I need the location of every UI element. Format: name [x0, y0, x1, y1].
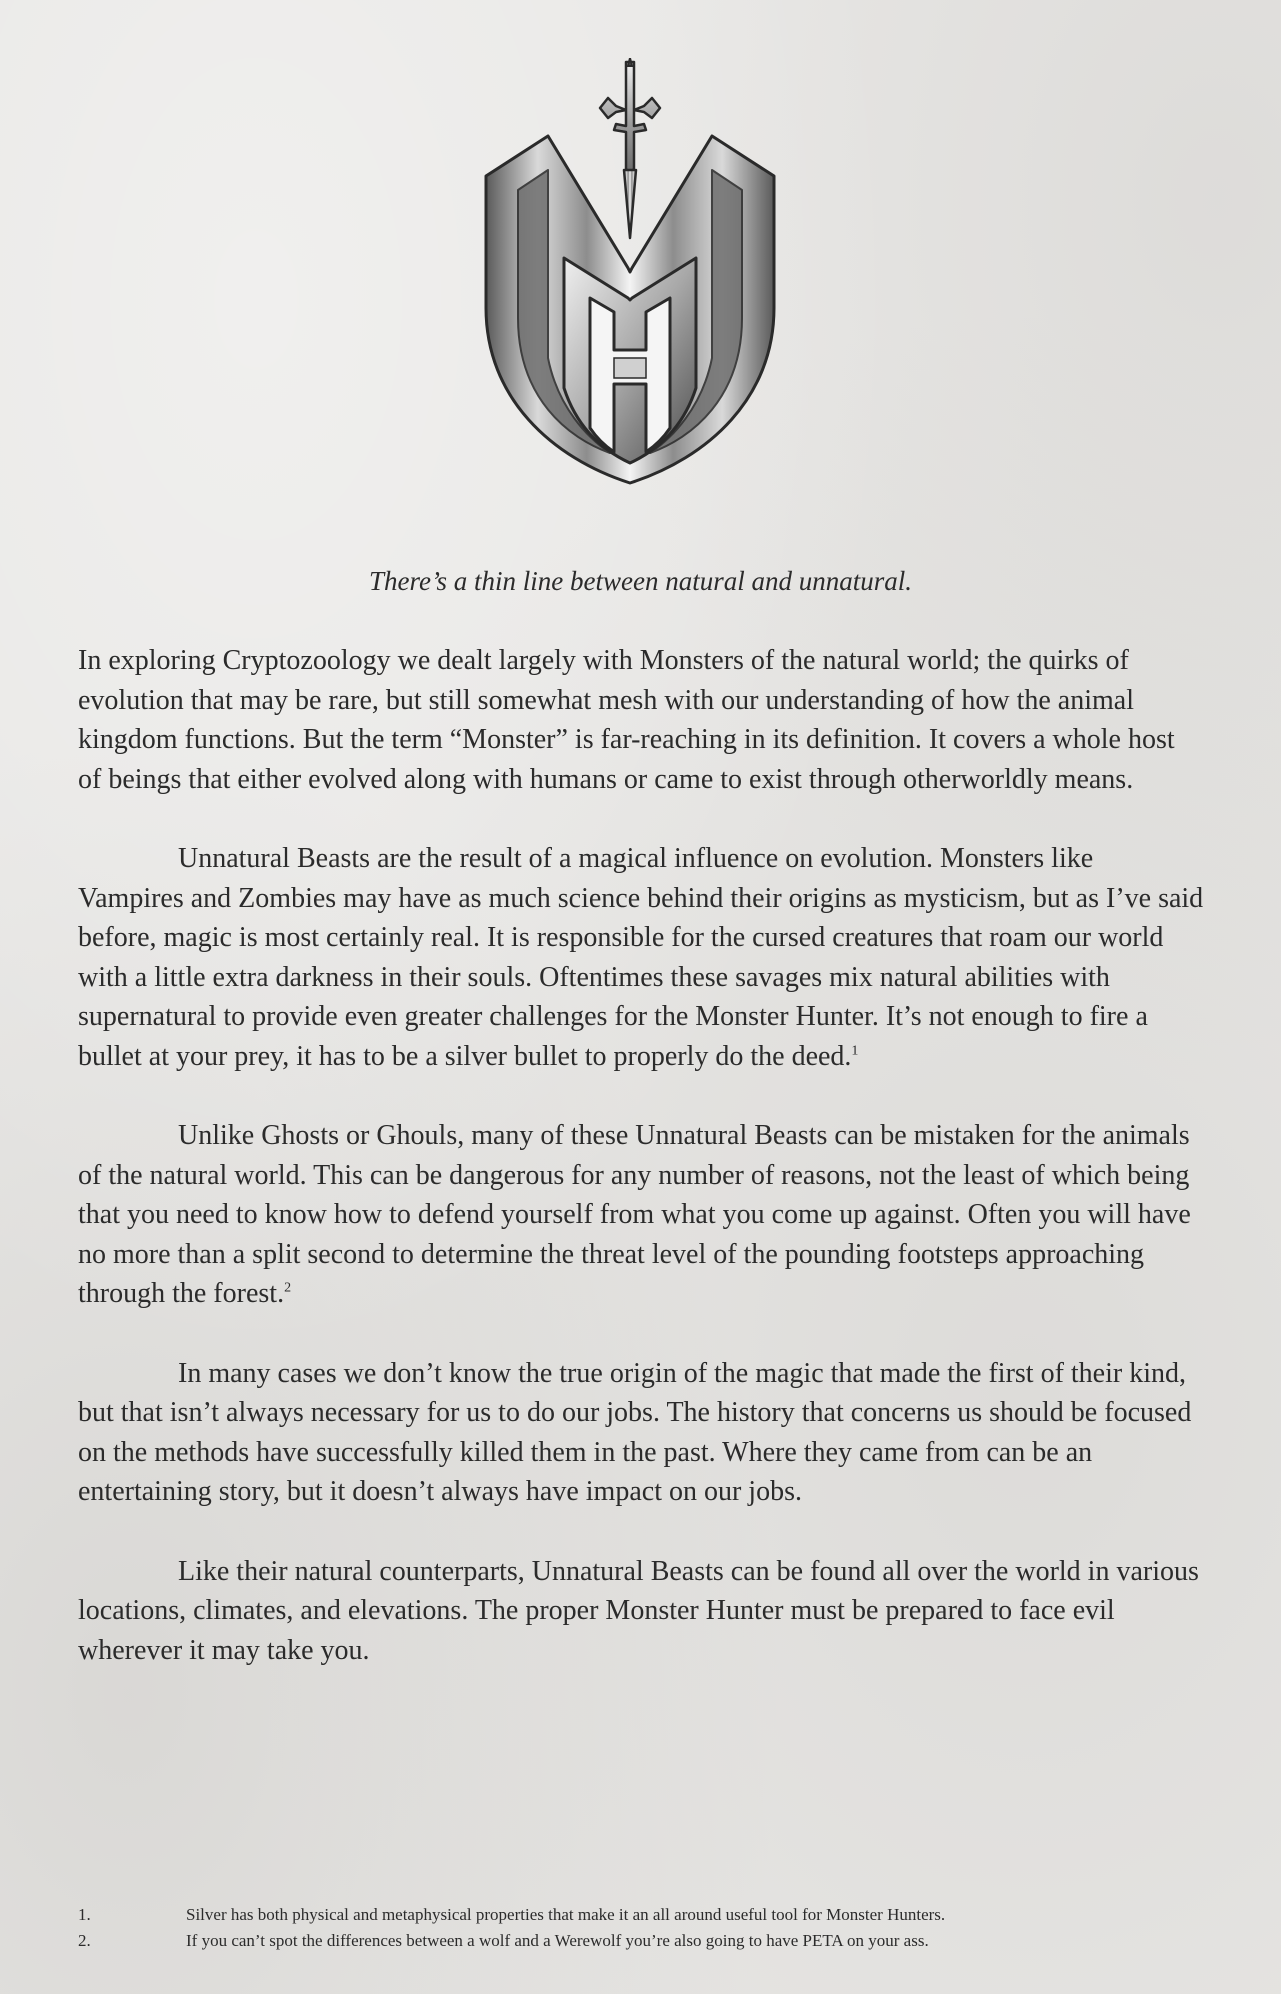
paragraph-2 — [78, 839, 1204, 1076]
paragraph-5-text: Like their natural counterparts, Unnatural Beasts can be found all over the world in various locations, climates, and elevations. The proper Monster Hunter must be prepared to face evil wherever it may take you. — [78, 1555, 1199, 1666]
body-text — [78, 641, 1204, 1710]
footnote-2 — [78, 1928, 1204, 1954]
footnotes — [78, 1902, 1204, 1954]
footnote-text: Silver has both physical and metaphysical properties that make it an all around useful tool for Monster Hunters. — [186, 1905, 946, 1924]
paragraph-1-text: In exploring Cryptozoology we dealt largely with Monsters of the natural world; the quirks of evolution that may be rare, but still somewhat mesh with our understanding of how the animal kingdom functions. But the term “Monster” is far-reaching in its definition. It covers a whole host of beings that either evolved along with humans or came to exist through otherworldly means. — [78, 645, 1175, 795]
paragraph-5 — [78, 1552, 1204, 1671]
paragraph-1 — [78, 641, 1204, 799]
footnote-ref-1: 1 — [851, 1043, 859, 1059]
tagline: There’s a thin line between natural and unnatural. — [369, 566, 912, 596]
footnote-ref-2: 2 — [284, 1280, 292, 1296]
footnote-text: If you can’t spot the differences between a wolf and a Werewolf you’re also going to have PETA on your ass. — [186, 1931, 929, 1950]
paragraph-3 — [78, 1116, 1204, 1314]
paragraph-3-text: Unlike Ghosts or Ghouls, many of these Unnatural Beasts can be mistaken for the animals of the natural world. This can be dangerous for any number of reasons, not the least of which being that you need to know how to defend yourself from what you come up against. Often you will have no more than a split second to determine the threat level of the pounding footsteps approaching through the forest. — [78, 1120, 1191, 1309]
paragraph-4-text: In many cases we don’t know the true origin of the magic that made the first of their kind, but that isn’t always necessary for us to do our jobs. The history that concerns us should be focused on the methods have successfully killed them in the past. Where they came from can be an entertaining story, but it doesn’t always have impact on our jobs. — [78, 1357, 1192, 1507]
footnote-1 — [78, 1902, 1204, 1928]
footnote-number: 2. — [78, 1931, 91, 1950]
paragraph-4 — [78, 1354, 1204, 1512]
footnote-number: 1. — [78, 1905, 91, 1924]
paragraph-2-text: Unnatural Beasts are the result of a magical influence on evolution. Monsters like Vampires and Zombies may have as much science behind their origins as mysticism, but as I’ve said before, magic is most certainly real. It is responsible for the cursed creatures that roam our world with a little extra darkness in their souls. Oftentimes these savages mix natural abilities with supernatural to provide even greater challenges for the Monster Hunter. It’s not enough to fire a bullet at your prey, it has to be a silver bullet to properly do the deed. — [78, 843, 1204, 1072]
monster-hunter-logo-icon — [478, 58, 782, 486]
